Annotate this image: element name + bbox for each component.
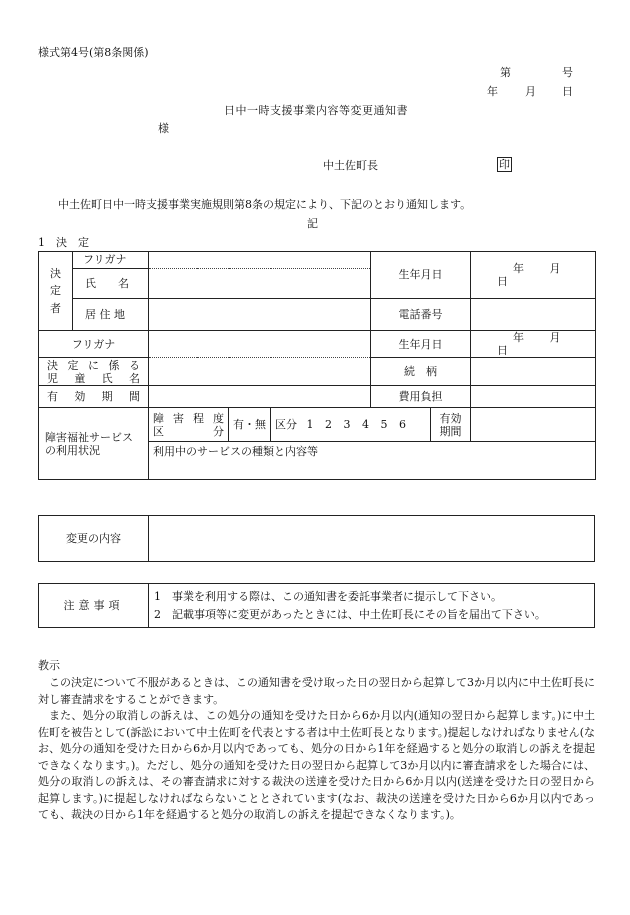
applicant-birth-label: 生年月日 — [371, 252, 471, 299]
applicant-birth-field[interactable]: 年 月 日 — [471, 252, 596, 299]
document-title: 日中一時支援事業内容等変更通知書 — [224, 104, 408, 117]
validity-field[interactable] — [149, 386, 371, 408]
service-label: 障害福祉サービス の利用状況 — [39, 408, 149, 480]
child-name-label: 決定に係る 児童氏名 — [39, 358, 149, 386]
service-usage-label: 利用中のサービスの種類と内容等 — [153, 445, 318, 459]
instruction-paragraph: また、処分の取消しの訴えは、この処分の通知を受けた日から6か月以内(通知の翌日から起算します。)に中土佐町を被告として(訴訟において中土佐町を代表とする者は中土佐町長となります。)提起しなければなりません(なお、処分の通知を受けた日から6か月以内であっても、処分の日から1年を経過すると処分の取消しの訴えを提起できなくなります。)。ただし、処分の通知を受けた日の翌日から起算して3か月以内に審査請求をした場合には、処分の取消しの訴えは、その審査請求に対する裁決の送達を受けた日から6か月以内(送達を受けた日の翌日から起算します。)に提起しなければならないこととされています(なお、裁決の送達を受けた日から6か月以内であっても、裁決の日から1年を経過すると処分の取消しの訴えを提起できなくなります。)。 — [38, 709, 595, 821]
change-label: 変更の内容 — [39, 516, 149, 562]
addressee-suffix: 様 — [158, 122, 169, 135]
change-table — [38, 515, 595, 562]
instruction-body — [38, 675, 595, 824]
child-relation-label: 続 柄 — [371, 358, 471, 386]
child-furigana-field[interactable] — [149, 331, 371, 358]
date-year: 年 — [487, 85, 498, 98]
date-month: 月 — [525, 85, 536, 98]
applicant-furigana-label: フリガナ — [73, 252, 149, 269]
seal-mark: 印 — [499, 158, 510, 171]
child-name-field[interactable] — [149, 358, 371, 386]
applicant-phone-field[interactable] — [471, 299, 596, 331]
child-furigana-label: フリガナ — [39, 331, 149, 358]
child-birth-label: 生年月日 — [371, 331, 471, 358]
applicant-group-label: 決 定 者 — [39, 252, 73, 331]
notes-label: 注意事項 — [39, 584, 149, 628]
applicant-phone-label: 電話番号 — [371, 299, 471, 331]
intro-text: 中土佐町日中一時支援事業実施規則第8条の規定により、下記のとおり通知します。 — [58, 198, 472, 211]
applicant-name-label: 氏 名 — [73, 269, 149, 299]
child-birth-field[interactable]: 年 月 日 — [471, 331, 596, 358]
applicant-furigana-field[interactable] — [149, 252, 371, 269]
notes-list — [149, 584, 595, 628]
applicant-name-field[interactable] — [149, 269, 371, 299]
form-id: 様式第4号(第8条関係) — [38, 46, 149, 59]
notes-table — [38, 583, 595, 628]
service-valid-label: 有効 期間 — [431, 408, 471, 442]
date-day: 日 — [562, 85, 573, 98]
disability-yes-no[interactable]: 有・無 — [229, 408, 271, 442]
number-go: 号 — [562, 66, 573, 79]
applicant-address-label: 居 住 地 — [73, 299, 149, 331]
instruction-paragraph: この決定について不服があるときは、この通知書を受け取った日の翌日から起算して3か月以内に中土佐町長に対し審査請求をすることができます。 — [38, 676, 595, 706]
change-field[interactable] — [149, 516, 595, 562]
cost-field[interactable] — [471, 386, 596, 408]
section1-heading: 1 決 定 — [38, 236, 89, 249]
issuer-name: 中土佐町長 — [323, 159, 378, 172]
service-usage-field[interactable] — [149, 442, 596, 480]
decision-table — [38, 251, 596, 480]
disability-class-options[interactable]: 区分 1 2 3 4 5 6 — [271, 408, 431, 442]
child-relation-field[interactable] — [471, 358, 596, 386]
number-dai: 第 — [500, 66, 511, 79]
cost-label: 費用負担 — [371, 386, 471, 408]
service-valid-field[interactable] — [471, 408, 596, 442]
applicant-address-field[interactable] — [149, 299, 371, 331]
notes-item: 1 事業を利用する際は、この通知書を委託事業者に提示して下さい。 — [154, 590, 502, 604]
ki-mark: 記 — [307, 217, 318, 230]
validity-label: 有効期間 — [39, 386, 149, 408]
instruction-heading: 教示 — [38, 659, 60, 672]
notes-item: 2 記載事項等に変更があったときには、中土佐町長にその旨を届出て下さい。 — [154, 607, 546, 621]
disability-degree-label: 障害程度 区分 — [149, 408, 229, 442]
